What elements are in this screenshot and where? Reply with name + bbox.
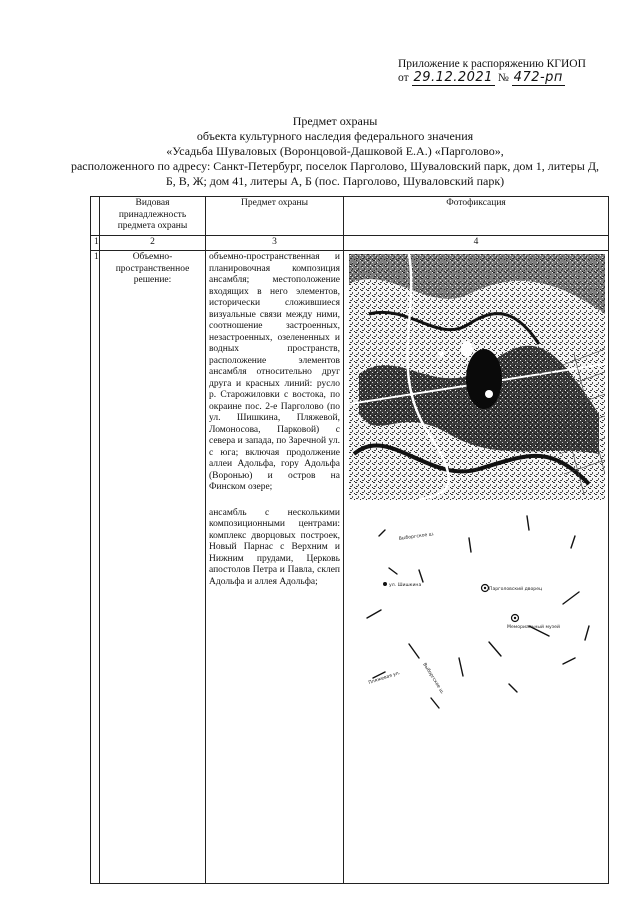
document-title: [70, 114, 600, 189]
date-prefix: от: [398, 72, 409, 84]
map-label: Пляжевая ул.: [368, 670, 401, 686]
column-number-row: [91, 236, 609, 251]
column-number: 2: [100, 236, 206, 251]
subject-paragraph-2: ансамбль с несколькими композиционными центрами: комплекс дворцовых построек, Новый Парнас с Верхним и Нижним прудами, Церковь апостолов Петра и Павла, склеп Адольфа и аллея Адольфа;: [209, 507, 340, 587]
schematic-map-image: [349, 508, 605, 718]
map-label: Выборгское ш.: [398, 532, 435, 542]
column-number: 4: [344, 236, 609, 251]
title-line-1: Предмет охраны: [292, 114, 378, 128]
header-cell-num: [91, 197, 100, 236]
protection-table: [90, 196, 609, 884]
aerial-map-image: [349, 254, 605, 500]
title-line-4: расположенного по адресу: Санкт-Петербург, поселок Парголово, Шуваловский парк, дом 1, литеры Д, Б, В, Ж; дом 41, литеры А, Б (пос. Парголово, Шуваловский парк): [70, 159, 600, 188]
header-cell-type: Видовая принадлежность предмета охраны: [100, 197, 206, 236]
handwritten-date: 29.12.2021: [413, 70, 493, 85]
handwritten-number: 472-рп: [513, 70, 563, 85]
column-number: 3: [206, 236, 344, 251]
table-row: [91, 251, 609, 884]
number-sign: №: [497, 72, 509, 84]
table-header-row: [91, 197, 609, 236]
row-number: 1: [91, 251, 100, 884]
appendix-date-line: [398, 71, 608, 85]
map-label: Мемориальный музей: [507, 625, 560, 630]
row-subject: [206, 251, 344, 884]
row-type: Объемно-пространственное решение:: [100, 251, 206, 884]
row-photo: [344, 251, 609, 884]
subject-paragraph-1: объемно-пространственная и планировочная композиция ансамбля; местоположение входящих в него элементов, исторически сложившиеся визуальные связи между ними, соотношение застроенных, незастроенных, озелененных и водных пространств, расположение элементов ансамбля относительно друг друга и красных линий: русло р. Старожиловки с востока, по окраине пос. 2-е Парголово (по ул. Шишкина, Пляжевой, Ломоносова, Парковой) с севера и запада, по Заречной ул. с юга; включая продолжение аллеи Адольфа, гору Адольфа (Воронью) и остров на Финском озере;: [209, 252, 340, 492]
map-label: ул. Шишкина: [389, 583, 422, 588]
appendix-note: [398, 57, 608, 85]
header-cell-subject: Предмет охраны: [206, 197, 344, 236]
title-line-3: «Усадьба Шуваловых (Воронцовой-Дашковой Е.А.) «Парголово»,: [166, 144, 504, 158]
appendix-label: Приложение к распоряжению КГИОП: [398, 58, 586, 70]
title-line-2: объекта культурного наследия федерального значения: [196, 129, 474, 143]
map-label: Выборгское ш.: [421, 662, 445, 696]
photo-area: [347, 252, 605, 872]
map-label: Парголовский дворец: [489, 587, 543, 592]
header-cell-photo: Фотофиксация: [344, 197, 609, 236]
column-number: 1: [91, 236, 100, 251]
